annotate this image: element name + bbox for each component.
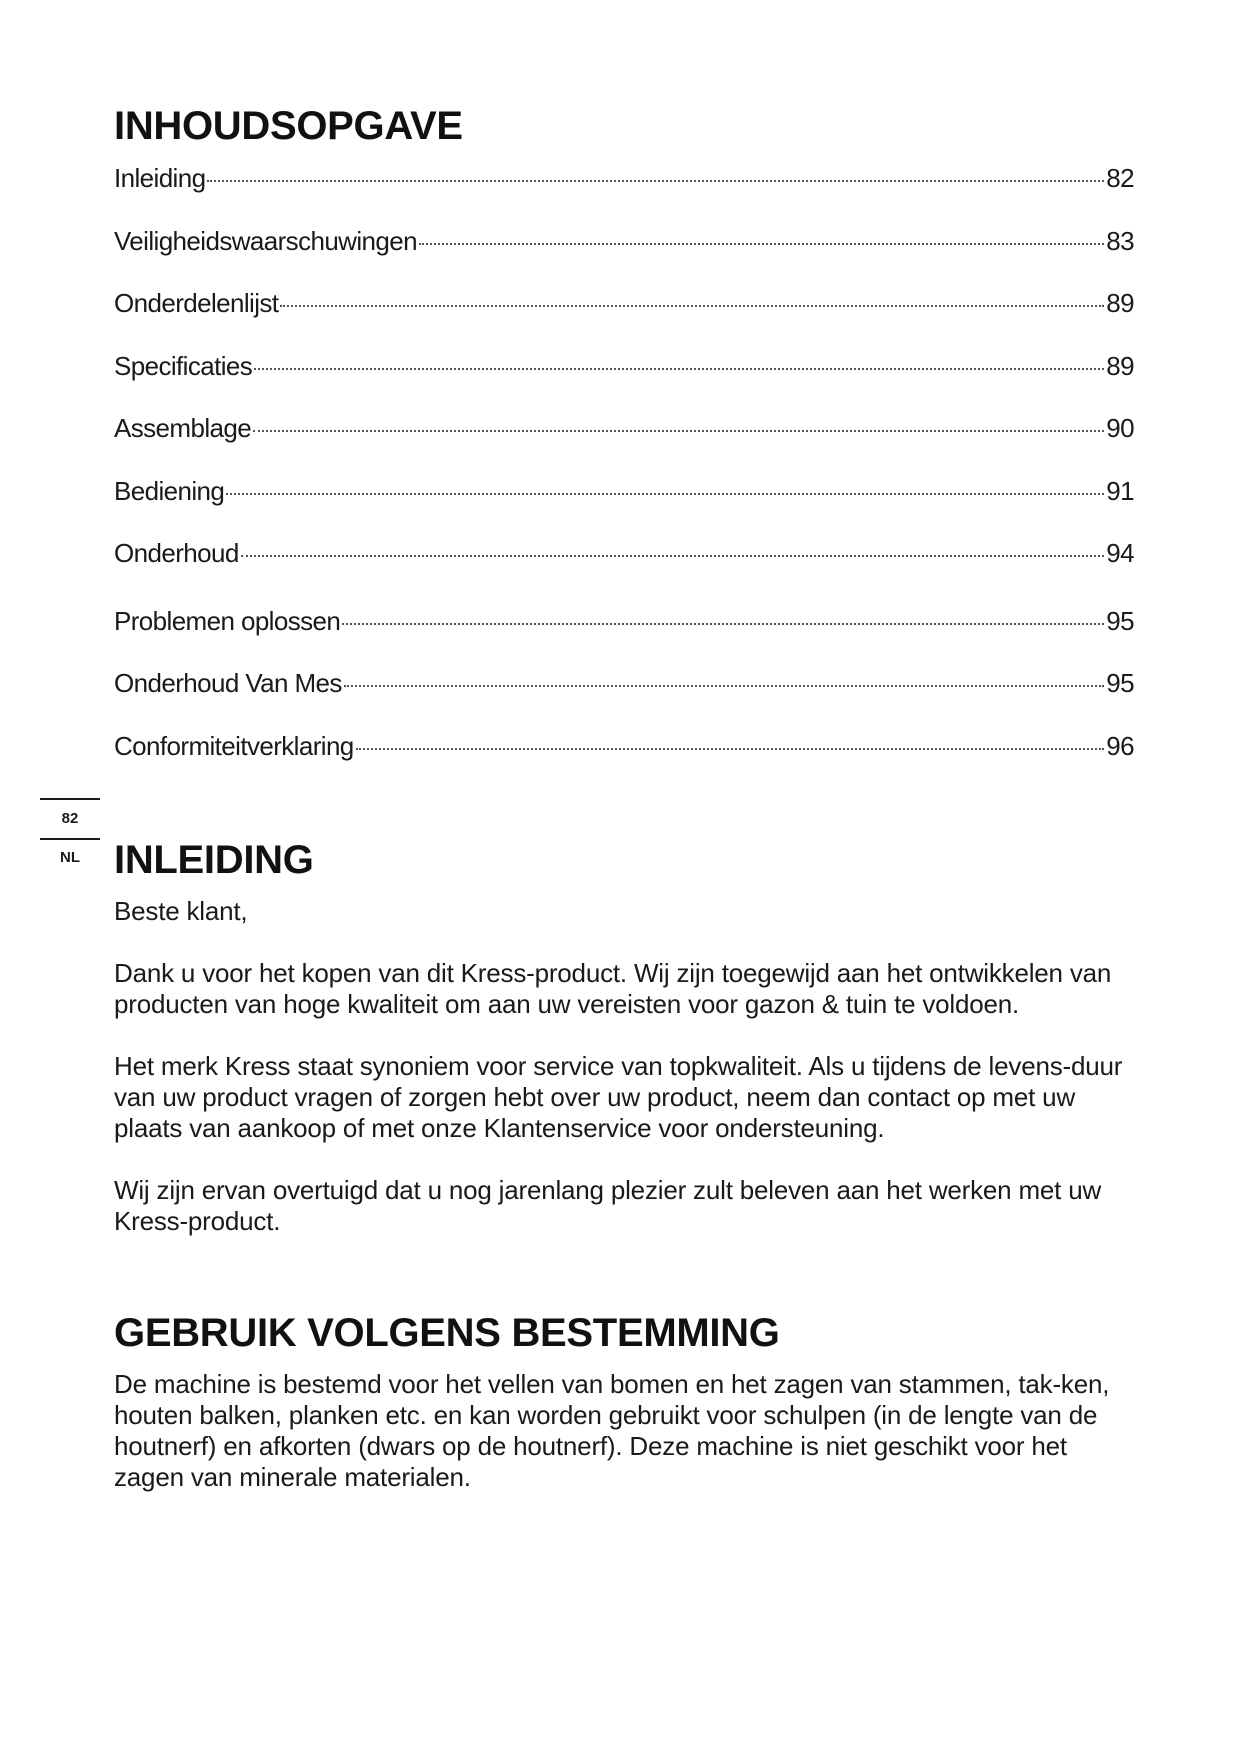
- toc-entry[interactable]: [114, 607, 1134, 670]
- toc-dot-leader: [254, 368, 1104, 370]
- intro-paragraph: Het merk Kress staat synoniem voor service van topkwaliteit. Als u tijdens de levens-duur van uw product vragen of zorgen hebt over uw product, neem dan contact op met uw plaats van aankoop of met onze Klantenservice voor ondersteuning.: [114, 1051, 1123, 1143]
- intro-paragraph: Dank u voor het kopen van dit Kress-product. Wij zijn toegewijd aan het ontwikkelen van producten van hoge kwaliteit om aan uw vereisten voor gazon & tuin te voldoen.: [114, 958, 1112, 1019]
- toc-dot-leader: [419, 243, 1104, 245]
- toc-entry-page: 83: [1106, 225, 1134, 256]
- toc-entry-label: Veiligheidswaarschuwingen: [114, 225, 417, 256]
- toc-title: INHOUDSOPGAVE: [114, 104, 463, 148]
- toc-entry-page: 89: [1106, 350, 1134, 381]
- section-inleiding: [114, 834, 1134, 1237]
- toc-entry[interactable]: [114, 414, 1134, 477]
- table-of-contents: [114, 98, 1134, 794]
- toc-entry-page: 89: [1106, 288, 1134, 318]
- toc-entry[interactable]: [114, 352, 1134, 415]
- toc-dot-leader: [253, 430, 1104, 432]
- toc-entry[interactable]: [114, 289, 1134, 352]
- toc-entry[interactable]: [114, 477, 1134, 540]
- side-language-code: NL: [60, 849, 80, 866]
- toc-entry-label: Assemblage: [114, 413, 252, 443]
- toc-dot-leader: [241, 555, 1105, 557]
- toc-entry[interactable]: [114, 669, 1134, 732]
- toc-dot-leader: [207, 180, 1104, 182]
- side-page-number: 82: [61, 810, 79, 827]
- toc-entry[interactable]: [114, 539, 1134, 602]
- toc-list: [114, 164, 1134, 794]
- toc-dot-leader: [356, 748, 1105, 750]
- toc-entry-page: 82: [1106, 163, 1134, 193]
- toc-entry[interactable]: [114, 732, 1134, 795]
- toc-entry-label: Bediening: [114, 475, 225, 506]
- toc-entry-label: Onderhoud Van Mes: [114, 668, 342, 698]
- toc-entry-page: 90: [1106, 413, 1134, 443]
- section-gebruik-volgens-bestemming: [114, 1307, 1134, 1493]
- toc-entry-page: 96: [1106, 730, 1134, 761]
- toc-entry-label: Onderdelenlijst: [114, 288, 279, 318]
- toc-entry-page: 95: [1106, 605, 1134, 636]
- toc-dot-leader: [344, 685, 1104, 687]
- toc-entry-page: 91: [1106, 475, 1134, 506]
- section-title-gebruik: GEBRUIK VOLGENS BESTEMMING: [114, 1311, 780, 1355]
- section-title-inleiding: INLEIDING: [114, 838, 314, 882]
- toc-entry-label: Problemen oplossen: [114, 605, 341, 636]
- toc-entry-label: Conformiteitverklaring: [114, 730, 354, 761]
- intended-use-paragraph: De machine is bestemd voor het vellen van bomen en het zagen van stammen, tak-ken, houten balken, planken etc. en kan worden gebruikt voor schulpen (in de lengte van de houtnerf) en afkorten (dwars op de houtnerf). Deze machine is niet geschikt voor het zagen van minerale materialen.: [114, 1369, 1110, 1492]
- toc-entry[interactable]: [114, 164, 1134, 227]
- intro-paragraph: Wij zijn ervan overtuigd dat u nog jarenlang plezier zult beleven aan het werken met uw Kress-product.: [114, 1175, 1102, 1236]
- toc-entry-page: 95: [1106, 668, 1134, 698]
- toc-dot-leader: [226, 493, 1104, 495]
- greeting-text: Beste klant,: [114, 896, 248, 926]
- toc-entry[interactable]: [114, 227, 1134, 290]
- side-page-tab: [40, 798, 100, 876]
- toc-entry-label: Specificaties: [114, 350, 253, 381]
- toc-entry-label: Inleiding: [114, 163, 206, 193]
- toc-entry-label: Onderhoud: [114, 538, 239, 568]
- toc-dot-leader: [342, 623, 1104, 625]
- toc-dot-leader: [280, 305, 1104, 307]
- toc-entry-page: 94: [1106, 538, 1134, 568]
